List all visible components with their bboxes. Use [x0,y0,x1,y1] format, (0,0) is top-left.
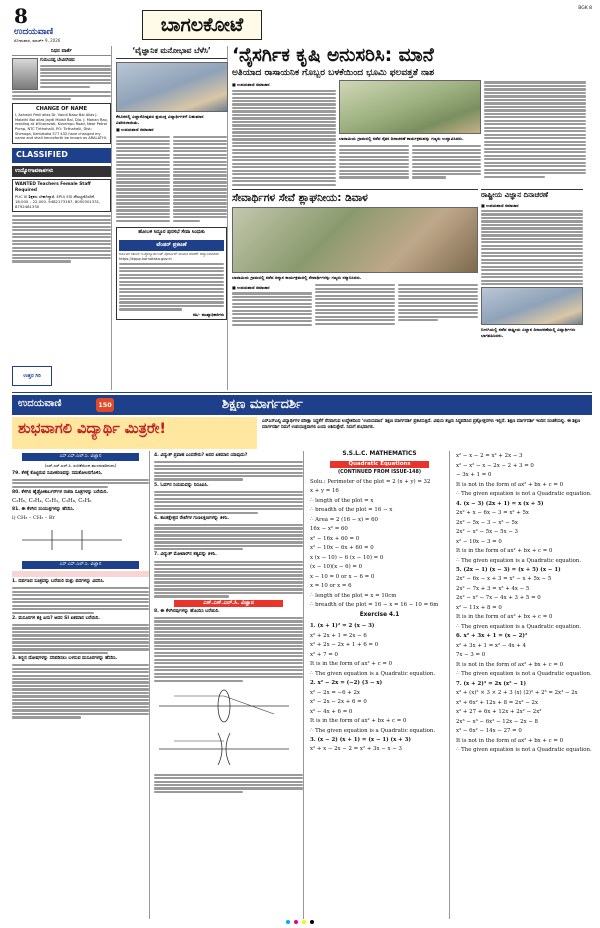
lens-diagram-2 [154,729,294,769]
science-answer-1 [12,587,149,614]
guide-section-title: ಶಿಕ್ಷಣ ಮಾರ್ಗದರ್ಶಿ [222,397,303,412]
science-question-7: 7. ವಿದ್ಯುತ್ ಮೋಟಾರ್‌ನ ತತ್ವವನ್ನು ತಿಳಿಸಿ. [154,552,217,558]
exercise-heading: Exercise 4.1 [359,612,400,619]
math-line: x² + 7 = 0 [310,651,338,658]
story2-photo-caption: ಬಾದಾಮಿಯ ಗ್ರಾಮದಲ್ಲಿ ನಡೆದ ಸನ್ಮಾನ ಕಾರ್ಯಕ್ರಮದಲ್ಲಿ ಸೇವಾರ್ಥಿಗಳನ್ನು ಗಣ್ಯರು ಸನ್ಮಾನಿಸಿದರು. [232,275,362,281]
lead-text-a [232,90,336,186]
story2-text-b [315,283,395,327]
math-line: It is not in the form of ax² + bx + c = 0 [456,661,564,668]
science-question-4: 4. ವಿದ್ಯುತ್ ಪ್ರವಾಹ ಎಂದರೇನು? ಅದರ ಏಕಮಾನ ಯಾವುದು? [154,453,248,458]
obituary-block [12,58,111,90]
science-answer-3 [12,664,149,718]
math-line: ∴ breadth of the plot = 16 − x = 16 − 10 = 6m [310,602,439,609]
math-line: 2x² − 7x + 3 = x² + 4x − 5 [456,585,530,592]
math-line: ∴ length of the plot = x = 10cm [310,592,397,599]
guide-note: ಎಸ್ಎಸ್ಎಲ್ಸಿ ವಿದ್ಯಾರ್ಥಿಗಳ ಪರೀಕ್ಷಾ ಸಿದ್ಧತೆಗೆ ನೆರವಾಗುವ ಉದ್ದೇಶದಿಂದ ‘ಉದಯವಾಣಿ’ ಶಿಕ್ಷಣ ಮಾರ್ಗದರ್ಶಿ ಪ್ರಕಟಿಸುತ್ತಿದೆ. ವಿಷಯ ತಜ್ಞರು ಸಿದ್ಧಪಡಿಸಿದ ಪ್ರಶ್ನೋತ್ತರಗಳು ಇಲ್ಲಿವೆ. ಶಿಕ್ಷಣ ಮಾರ್ಗದರ್ಶಿ ಇಂದಿನ ಸಂಚಿಕೆಯಲ್ಲಿ. ಈ ಶಿಕ್ಷಣ ಮಾರ್ಗದರ್ಶಿ ನಿಮಗೆ ಉಪಯುಕ್ತವಾಗಲಿ ಎಂದು ಆಶಿಸುತ್ತೇವೆ. ನಿಮಗೆ ಶುಭವಾಗಲಿ. [262,419,581,431]
print-registration-marks [0,920,600,928]
math-continued: (CONTINUED FROM ISSUE-148) [337,470,422,476]
math-line: It is in the form of ax² + c = 0 [310,661,393,668]
math-column-1 [310,451,450,919]
science-answer-2 [12,624,149,654]
jobs-heading: ಉದ್ಯೋಗಾವಕಾಶಗಳು [12,166,111,177]
science-question-1: 1. ದರ್ಪಣದ ಸೂತ್ರವನ್ನು ಬರೆಯಿರಿ ಮತ್ತು ಪದಗಳನ್ನು ವಿವರಿಸಿ. [12,579,105,585]
science-column-1 [12,451,150,919]
story3-dateline: ■ ಉದಯವಾಣಿ ಸಮಾಚಾರ [481,202,519,208]
math-line: ∴ length of the plot = x [310,497,374,504]
science-question-6: 6. ಕಾಂತಕ್ಷೇತ್ರದ ರೇಖೆಗಳ ಗುಣಲಕ್ಷಣಗಳನ್ನು ತಿಳಿಸಿ. [154,515,229,521]
math-line: It is in the form of ax² + bx + c = 0 [456,614,553,621]
paper-name: ಉದಯವಾಣಿ [14,27,54,37]
science-question-79: 79. ಕೆಳಕ್ಕೆ ಕೊಟ್ಟಿರುವ ಸಮೀಕರಣವನ್ನು ಸಮತೋಲನಗೊಳಿಸಿ. [12,470,103,476]
uttara-giri-logo: ಉತ್ತರ ಗಿರಿ [12,366,52,386]
math-topic: Quadratic Equations [330,461,429,468]
lead-subhead: ಅತಿಯಾದ ರಾಸಾಯನಿಕ ಗೊಬ್ಬರ ಬಳಕೆಯಿಂದ ಭೂಮಿ ಫಲವತ್ತತೆ ನಾಶ [232,68,435,78]
science-label-3: ಎಸ್.ಎಸ್.ಎಲ್.ಸಿ. ವಿಜ್ಞಾನ [174,600,283,607]
lead-text-d [484,81,586,177]
math-line: x² − 11x + 8 = 0 [456,604,502,611]
science-question-81: 81. ಈ ಕೆಳಗಿನ ಸಂಯುಕ್ತಗಳನ್ನು ಹೆಸರಿಸಿ. [12,507,75,513]
obituary-name: ಗುರುಬಸಪ್ಪ ಬೇವಿನಗಿಡದ [40,57,75,63]
math-line: 2x² − 5x − 3 − x² − 5x [456,519,518,526]
science-question-81a: i) CH₃ – CH₂ – Br [12,515,55,522]
science-answer-9 [154,774,303,794]
tender-notice-sign: ಸಹಿ/- ಮುಖ್ಯಾಧಿಕಾರಿಗಳು [192,311,224,317]
tender-notice-subtitle: ಟೆಂಡರ್ ಪ್ರಕಟಣೆ [119,240,224,251]
math-line: x − 10 = 0 or x − 6 = 0 [310,573,375,580]
math-line: ∴ The given equation is a Quadratic equation. [310,670,436,677]
science-question-8: 8. ಈ ಕೆಳಗಿನವುಗಳನ್ನು ಹೊಂದಿಸಿ ಬರೆಯಿರಿ. [154,608,220,614]
lead-photo [339,80,481,134]
math-line: Solu.: Perimeter of the plot = 2 (x + y) = 32 [310,478,431,485]
math-line: 5. (2x − 1) (x − 3) = (x + 5) (x − 1) [456,567,561,573]
education-guide [12,392,592,920]
math-line: x² + 2x − 2x + 1 + 6 = 0 [310,642,379,649]
science-story-dateline: ■ ಉದಯವಾಣಿ ಸಮಾಚಾರ [116,127,154,133]
change-of-name-box [12,103,111,144]
science-story-headline: ‘ವೈಜ್ಞಾನಿಕ ಮನೋಭಾವ ಬೆಳೆಸಿ’ [116,46,227,59]
math-line: It is not in the form of ax² + bx + c = 0 [456,481,564,488]
math-line: 1. (x + 1)² = 2 (x − 3) [310,623,375,630]
obituary-more-text [12,91,111,100]
math-line: 7. (x + 2)³ = 2x (x² − 1) [456,680,527,687]
science-question-3: 3. ಕಣ್ಣಿನ ದೋಷಗಳನ್ನು ಸರಿಪಡಿಸಲು ಬಳಸುವ ಮಸೂರಗಳನ್ನು ಹೆಸರಿಸಿ. [12,655,118,661]
math-line: x² − 16x + 60 = 0 [310,535,360,542]
science-answer-79 [12,479,149,488]
science-answer-4 [154,461,303,481]
math-line: ∴ The given equation is not a Quadratic equation. [456,491,592,498]
math-title: S.S.L.C. MATHEMATICS [342,451,417,457]
science-question-2: 2. ಮಸೂರಗಳ ಶಕ್ತಿ ಏನು? ಅದರ SI ಏಕಮಾನ ಬರೆಯಿರಿ. [12,615,100,621]
story2-text-a [232,292,312,326]
story2-headline: ಸೇವಾರ್ಥಿಗಳ ಸೇವೆ ಶ್ಲಾಘನೀಯ: ಡಿವಾಳ [232,189,478,205]
math-line: ∴ The given equation is a Quadratic equation. [456,623,582,630]
math-column-2 [456,451,592,919]
lead-headline: ‘ನೈಸರ್ಗಿಕ ಕೃಷಿ ಅನುಸರಿಸಿ: ಮಾನೆ [232,45,434,66]
math-solution-lines [310,479,449,610]
science-story-photo [116,62,228,112]
math-line: 4. (x − 3) (2x + 1) = x (x + 5) [456,500,544,507]
math-line: x³ + 27 + 6x + 12x + 2x² − 2x³ [456,709,542,716]
page-header [12,6,592,46]
left-column [12,46,112,390]
tender-notice-body: ಕರ್ನಾಟಕ ಸರ್ಕಾರ ಇ-ಪ್ರೊಕ್ಯೂರ್ಮೆಂಟ್ ಪೋರ್ಟಲ್ ಮೂಲಕ ಟೆಂಡರ್ ಆಹ್ವಾನಿಸಲಾಗಿದೆ. https://kppp.karnataka.gov.in [119,252,220,261]
classified-text [12,215,111,262]
obituary-photo [12,58,38,90]
math-line: 2x² − 6x − x + 3 = x² − x + 5x − 5 [456,576,552,583]
lead-text-c [412,144,482,180]
math-line: x + y = 16 [310,488,339,495]
math-line: x² + 2x + 1 = 2x − 6 [310,632,367,639]
tender-notice [116,227,227,320]
job-ad-heading: WANTED Teachers Female Staff Required [15,182,91,193]
math-line: It is in the form of ax² + bx + c = 0 [456,548,553,555]
math-line: It is not in the form of ax² + bx + c = 0 [456,737,564,744]
science-answer-8 [154,617,303,682]
science-story-text-b [173,135,227,223]
math-line: 2x² − x² − 7x − 4x + 3 + 5 = 0 [456,595,541,602]
obituary-heading: ನಿಧನ ವಾರ್ತೆ [12,48,111,56]
math-line: x² − 4x + 6 = 0 [310,708,353,715]
math-line: x³ − 6x² − 14x − 27 = 0 [456,728,522,735]
story3-photo-caption: ಬೀಳಗಿಯಲ್ಲಿ ನಡೆದ ರಾಷ್ಟ್ರೀಯ ವಿಜ್ಞಾನ ದಿನಾಚರಣೆಯಲ್ಲಿ ವಿದ್ಯಾರ್ಥಿಗಳು ಭಾಗವಹಿಸಿದರು. [481,327,576,338]
math-line: (x − 10)(x − 6) = 0 [310,564,363,571]
change-of-name-text: I, Ashwini Patil alias Dr. Vandi Naaz Bai Alias J. Malathi Bai alias Jaydi Molali Bai, D/o. J. Mohan Rao, residing at #Sharavati, Kuvempu Road, Near Petrol Pump, NTC Tirthahalli, PO: Tirthahalli, Dist: Shimoga, Karnataka 577 432 have changed my name and shall henceforth be known as ARALATHI. [15,112,108,141]
science-answer-7 [154,561,303,598]
science-formula: C₂H₆, C₂H₄, C₂H₂, C₃H₈, C₃H₆ [12,497,92,504]
lens-diagram-1 [154,686,294,726]
anniversary-badge: 150 [96,398,114,412]
math-line: x³ + (x)² × 3 × 2 + 3 (x) (2)² + 2³ = 2x³ − 2x [456,690,578,697]
math-line: x² − 10x − 3 = 0 [456,538,502,545]
math-line: x² + x − 2x − 2 = x² + 3x − x − 3 [310,746,402,753]
structure-diagram [12,526,132,554]
job-ad [12,179,111,212]
math-line: 2x³ − x³ − 6x² − 12x − 2x − 8 [456,718,538,725]
math-line: It is in the form of ax² + bx + c = 0 [310,718,407,725]
science-continued: (ಎಸ್.ಎಸ್.ಎಲ್.ಸಿ. ಸಂಚಿಕೆಯಿಂದ ಮುಂದುವರಿದುದು) [44,463,117,469]
section-title: ಬಾಗಲಕೋಟೆ [142,10,262,40]
wish-banner [12,417,257,449]
story3-headline: ರಾಷ್ಟ್ರೀಯ ವಿಜ್ಞಾನ ದಿನಾಚರಣೆ [481,189,583,200]
math-line: x² − 10x − 6x + 60 = 0 [310,545,374,552]
job-ad-text: PUC III ಶಿಕ್ಷಕರು ಬೇಕಾಗಿದ್ದಾರೆ. EPU/ ESI ಸೌಲಭ್ಯದೊಂದಿಗೆ. 18,000 – 22,000. 9482173167, 8050301331, 8792481330 [15,193,101,210]
science-story-column [116,46,228,390]
math-line: ∴ breadth of the plot = 16 − x [310,507,393,514]
story3-text [481,210,583,285]
main-stories [232,46,586,390]
change-of-name-heading: CHANGE OF NAME [35,106,88,113]
tender-notice-text [119,263,224,310]
math-line: x² − 2x = −6 + 2x [310,689,360,696]
math-line: ∴ The given equation is not a Quadratic equation. [456,671,592,678]
lead-text-b [339,144,409,180]
lead-photo-caption: ಬಾದಾಮಿಯ ಗ್ರಾಮದಲ್ಲಿ ನಡೆದ ರೈತರ ದಿನಾಚರಣೆ ಕಾರ್ಯಕ್ರಮವನ್ನು ಗಣ್ಯರು ಉದ್ಘಾಟಿಸಿದರು. [339,136,464,142]
math-line: ∴ The given equation is a Quadratic equation. [456,557,582,564]
page-number: 8 [14,4,28,28]
math-line: ∴ The given equation is a Quadratic equation. [310,727,436,734]
guide-banner [12,395,592,415]
science-label: ಎಸ್.ಎಸ್.ಎಲ್.ಸಿ. ವಿಜ್ಞಾನ [22,453,139,461]
lead-dateline: ■ ಉದಯವಾಣಿ ಸಮಾಚಾರ [232,82,270,88]
science-label-2: ಎಸ್.ಎಸ್.ಎಲ್.ಸಿ. ವಿಜ್ಞಾನ [22,561,139,569]
math-line: ∴ The given equation is not a Quadratic equation. [456,747,592,754]
guide-brand: ಉದಯವಾಣಿ [18,398,62,409]
math-line: x (x − 10) − 6 (x − 10) = 0 [310,554,384,561]
math-line: x² − x − 2 = x² + 2x − 3 [456,453,523,460]
story3-photo [481,287,583,325]
date-line: ಸೋಮವಾರ, ಮಾರ್ಚ್ 9, 2026 [14,38,61,43]
science-answer-6 [154,524,303,551]
math-line: x³ + 6x² + 12x + 8 = 2x³ − 2x [456,699,538,706]
science-story-caption: ಕೆರೂರನಲ್ಲಿ ವಿಜ್ಞಾನೋತ್ಸವದ ಪ್ರಯುಕ್ತ ವಿದ್ಯಾರ್ಥಿಗಳಿಗೆ ಬಹುಮಾನ ವಿತರಿಸಲಾಯಿತು. [116,114,204,125]
story2-dateline: ■ ಉದಯವಾಣಿ ಸಮಾಚಾರ [232,284,270,290]
math-exercise-lines [310,623,449,754]
science-story-text-a [116,135,170,223]
math-line: ∴ Area = 2 (16 − x) = 60 [310,516,378,523]
obituary-text [40,65,111,88]
tender-notice-title: ಹೋಬಳಿ ಸಿದ್ದೂರ ಪುರಸಭೆ ಸೇವಾ ಸಿಂಧುಕು [138,230,205,236]
math-line: x² + 3x + 1 = x² − 4x + 4 [456,642,526,649]
edition-code: BGK 8 [578,6,592,11]
math-line: 2x² + x − 6x − 3 = x² + 5x [456,510,529,517]
math-line: x² − 2x − 2x + 6 = 0 [310,699,367,706]
red-divider [12,571,149,577]
math-line: 7x − 3 = 0 [456,652,486,659]
science-question-5: 5. ಓಮ್‌ನ ನಿಯಮವನ್ನು ನಿರೂಪಿಸಿ. [154,482,209,488]
math-line: 2x² − x² − 5x − 5x − 3 [456,529,518,536]
science-column-2 [154,451,304,919]
science-question-80: 80. ಕೆಳಗಿನ ಹೈಡ್ರೋಕಾರ್ಬನ್‌ಗಳ ರಚನಾ ಸೂತ್ರಗಳನ್ನು ಬರೆಯಿರಿ. [12,489,109,495]
math-line: x² − x² − x − 2x − 2 + 3 = 0 [456,462,534,469]
math-line: 3. (x − 2) (x + 1) = (x − 1) (x + 3) [310,736,411,743]
science-answer-5 [154,491,303,514]
math-exercise-lines-2 [456,453,592,754]
story2-photo [232,207,478,273]
math-line: x = 10 or x = 6 [310,583,352,590]
math-line: − 3x + 1 = 0 [456,472,492,479]
math-line: 16x − x² = 60 [310,526,348,533]
classified-heading: CLASSIFIED [12,148,111,163]
math-line: 2. x² − 2x = (−2) (3 − x) [310,680,383,687]
wish-text: ಶುಭವಾಗಲಿ ವಿದ್ಯಾರ್ಥಿ ಮಿತ್ರರೇ! [18,421,166,437]
math-line: 6. x² + 3x + 1 = (x − 2)² [456,633,528,640]
story2-text-c [398,283,478,327]
